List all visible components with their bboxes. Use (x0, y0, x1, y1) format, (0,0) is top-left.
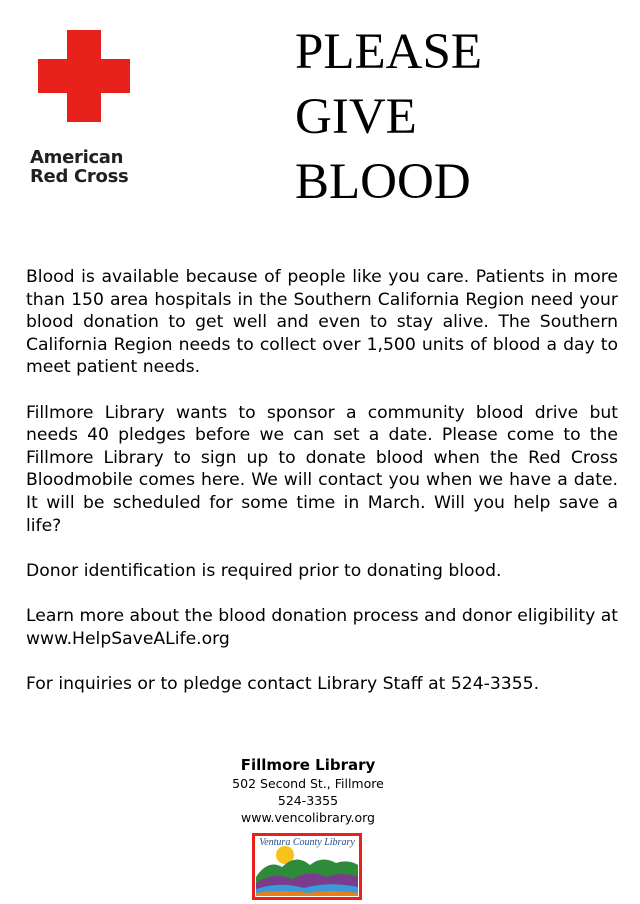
paragraph-blood-drive: Fillmore Library wants to sponsor a community blood drive but needs 40 pledges before we can set a date. Please come to the Fillmore Library to sign up to donate blood when the Red Cross Bloodmobile comes here. We will contact you when we have a date. It will be scheduled for some time in March. Will you help save a life? (26, 402, 618, 536)
brand-line-2: Red Cross (30, 166, 129, 187)
red-cross-icon (38, 30, 130, 122)
brand-name (30, 148, 128, 186)
page-title (295, 20, 482, 215)
ventura-county-library-logo (252, 833, 362, 900)
library-contact (208, 755, 408, 826)
title-line-3: BLOOD (295, 154, 471, 210)
paragraph-identification: Donor identification is required prior to donating blood. (26, 560, 502, 581)
brand-line-1: American (30, 147, 124, 168)
title-line-2: GIVE (295, 89, 417, 145)
library-phone: 524-3355 (277, 793, 339, 808)
svg-text:Ventura County Library: Ventura County Library (259, 837, 355, 848)
paragraph-contact: For inquiries or to pledge contact Library Staff at 524-3355. (26, 673, 540, 694)
library-website: www.vencolibrary.org (241, 810, 375, 825)
library-address: 502 Second St., Fillmore (232, 776, 384, 791)
paragraph-intro: Blood is available because of people like you care. Patients in more than 150 area hospitals in the Southern California Region need your blood donation to get well and even to stay alive. The Southern California Region needs to collect over 1,500 units of blood a day to meet patient needs. (26, 267, 618, 378)
library-name: Fillmore Library (240, 756, 376, 774)
paragraph-learn-more: Learn more about the blood donation process and donor eligibility at www.HelpSaveALife.org (26, 605, 618, 649)
flyer-body (26, 266, 618, 718)
title-line-1: PLEASE (295, 24, 483, 80)
red-cross-logo (28, 28, 143, 188)
